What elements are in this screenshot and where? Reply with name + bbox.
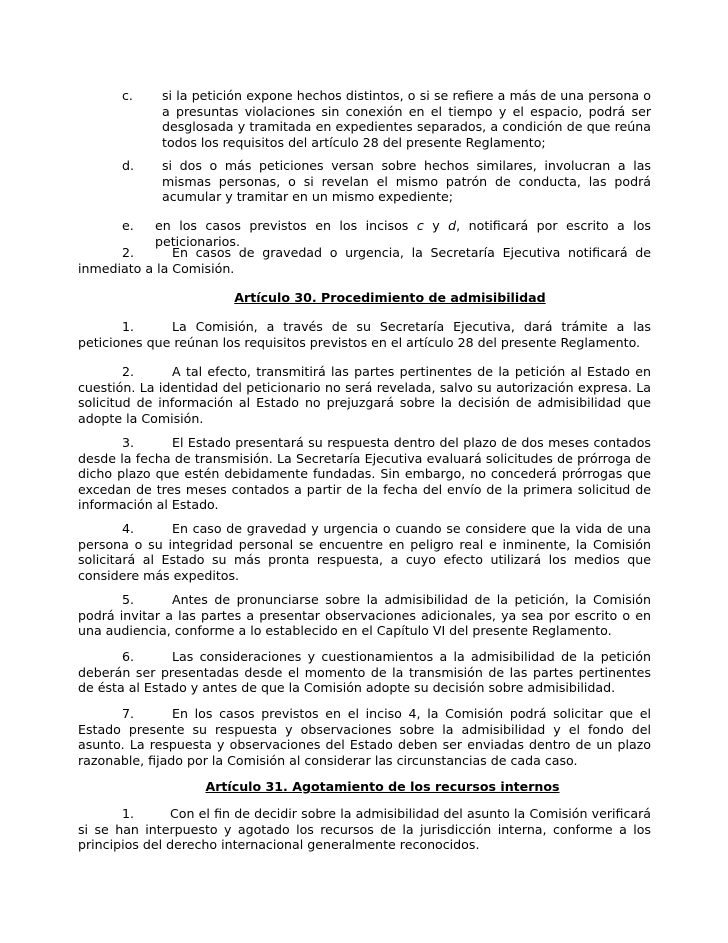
art31-paragraph-1-text: Con el fin de decidir sobre la admisibilidad del asunto la Comisión verificará si se han interpuesto y agotado los recursos de la jurisdicción interna, conforme a los principios del derecho internacional generalmente reconocidos. (78, 806, 651, 853)
subitem-d-letter: d. (122, 158, 134, 173)
subitem-e-italic-c: c (416, 218, 424, 233)
art29-paragraph-2-num: 2. (122, 245, 135, 260)
art30-paragraph-6 (78, 649, 651, 696)
art30-paragraph-6-num: 6. (122, 649, 135, 664)
art30-paragraph-3-text: El Estado presentará su respuesta dentro del plazo de dos meses contados desde la fecha de transmisión. La Secretaría Ejecutiva evaluará solicitudes de prórroga de dicho plazo que estén debidamente fundadas. Sin embargo, no concederá prórrogas que excedan de tres meses contados a partir de la fecha del envío de la primera solicitud de información al Estado. (78, 435, 651, 513)
art30-heading: Artículo 30. Procedimiento de admisibilidad (234, 290, 546, 305)
art31-paragraph-1-num: 1. (122, 806, 135, 821)
art30-paragraph-3-num: 3. (122, 435, 135, 450)
subitem-e-text-b: y (423, 218, 449, 233)
art29-paragraph-2 (78, 245, 651, 276)
art30-paragraph-5 (78, 592, 651, 639)
subitem-c-letter: c. (122, 88, 133, 103)
subitem-e-text-a: en los casos previstos en los incisos (155, 218, 417, 233)
art30-paragraph-3 (78, 435, 651, 513)
subitem-e-letter: e. (122, 218, 134, 233)
art30-paragraph-6-text: Las consideraciones y cuestionamientos a la admisibilidad de la petición deberán ser presentadas desde el momento de la transmisión de las partes pertinentes de ésta al Estado y antes de que la Comisión adopte su decisión sobre admisibilidad. (78, 649, 651, 696)
art30-paragraph-7-text: En los casos previstos en el inciso 4, la Comisión podrá solicitar que el Estado presente su respuesta y observaciones sobre la admisibilidad y el fondo del asunto. La respuesta y observaciones del Estado deben ser enviadas dentro de un plazo razonable, fijado por la Comisión al considerar las circunstancias de cada caso. (78, 706, 651, 768)
subitem-e-italic-d: d (448, 218, 457, 233)
art30-paragraph-2 (78, 364, 651, 426)
subitem-c-text: si la petición expone hechos distintos, o si se refiere a más de una persona o a presuntas violaciones sin conexión en el tiempo y el espacio, podrá ser desglosada y tramitada en expedientes separados, a condición de que reúna todos los requisitos del artículo 28 del presente Reglamento; (162, 88, 651, 150)
art29-paragraph-2-text: En casos de gravedad o urgencia, la Secretaría Ejecutiva notificará de inmediato a la Comisión. (78, 245, 651, 276)
art30-paragraph-5-num: 5. (122, 592, 135, 607)
art30-paragraph-2-num: 2. (122, 364, 135, 379)
art30-paragraph-5-text: Antes de pronunciarse sobre la admisibilidad de la petición, la Comisión podrá invitar a las partes a presentar observaciones adicionales, ya sea por escrito o en una audiencia, conforme a lo establecido en el Capítulo VI del presente Reglamento. (78, 592, 651, 639)
art30-paragraph-2-text: A tal efecto, transmitirá las partes pertinentes de la petición al Estado en cuestión. La identidad del peticionario no será revelada, salvo su autorización expresa. La solicitud de información al Estado no prejuzgará sobre la decisión de admisibilidad que adopte la Comisión. (78, 364, 651, 426)
subitem-d-text: si dos o más peticiones versan sobre hechos similares, involucran a las mismas personas, o si revelan el mismo patrón de conducta, las podrá acumular y tramitar en un mismo expediente; (162, 158, 651, 205)
art31-heading: Artículo 31. Agotamiento de los recursos internos (205, 779, 560, 794)
art30-paragraph-4-text: En caso de gravedad y urgencia o cuando se considere que la vida de una persona o su integridad personal se encuentre en peligro real e inminente, la Comisión solicitará al Estado su más pronta respuesta, a cuyo efecto utilizará los medios que considere más expeditos. (78, 521, 651, 583)
art30-paragraph-7-num: 7. (122, 706, 135, 721)
subitem-e-text-c: , notificará por escrito a los peticionarios. (155, 218, 651, 249)
art30-paragraph-1-num: 1. (122, 319, 135, 334)
art31-paragraph-1 (78, 806, 651, 853)
art30-paragraph-1-text: La Comisión, a través de su Secretaría Ejecutiva, dará trámite a las peticiones que reúnan los requisitos previstos en el artículo 28 del presente Reglamento. (78, 319, 651, 350)
art30-paragraph-7 (78, 706, 651, 768)
art30-paragraph-4-num: 4. (122, 521, 135, 536)
art30-paragraph-1 (78, 319, 651, 350)
art30-paragraph-4 (78, 521, 651, 583)
